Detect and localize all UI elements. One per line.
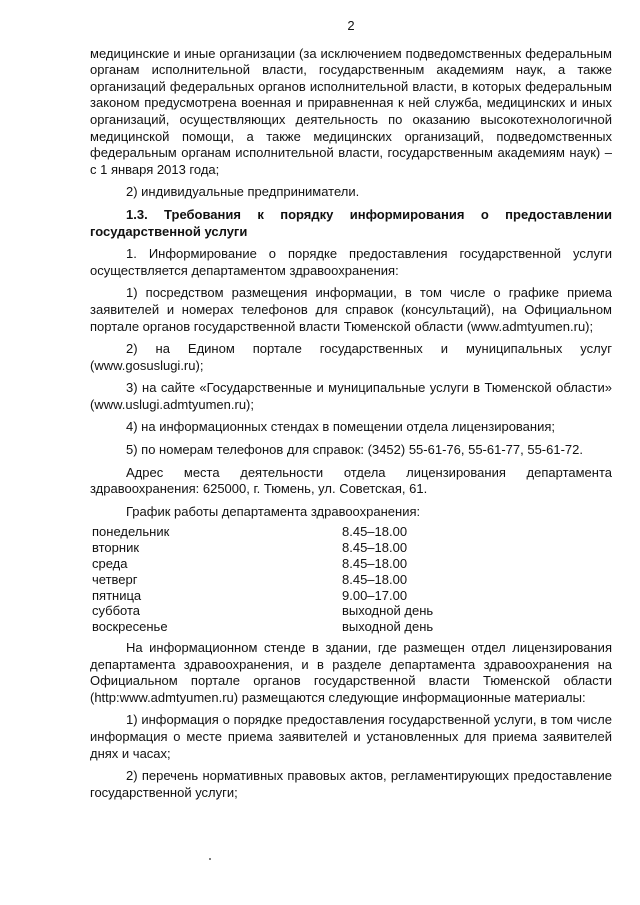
schedule-day: понедельник: [92, 524, 170, 540]
schedule-hours: 8.45–18.00: [342, 571, 408, 587]
schedule-hours: выходной день: [342, 619, 434, 635]
schedule-hours: выходной день: [342, 603, 434, 619]
paragraph-address: Адрес места деятельности отдела лицензирования департамента здравоохранения: 625000, г. Тюмень, ул. Советская, 61.: [90, 464, 612, 497]
paragraph-item-gosuslugi: 2) на Едином портале государственных и муниципальных услуг (www.gosuslugi.ru);: [90, 341, 612, 373]
paragraph-material-2: 2) перечень нормативных правовых актов, регламентирующих предоставление государственной услуги;: [90, 768, 612, 800]
schedule-row: [90, 540, 612, 556]
schedule-hours: 8.45–18.00: [342, 540, 408, 556]
schedule-day: среда: [92, 556, 128, 572]
schedule-day: вторник: [92, 540, 140, 556]
schedule-row: [90, 603, 612, 619]
schedule-day: суббота: [92, 603, 141, 619]
schedule-day: воскресенье: [92, 619, 168, 635]
document-page: [90, 18, 612, 807]
section-heading: 1.3. Требования к порядку информирования о предоставлении государственной услуги: [90, 206, 612, 239]
schedule-hours: 9.00–17.00: [342, 587, 408, 603]
schedule-row: [90, 556, 612, 572]
schedule-hours: 8.45–18.00: [342, 524, 408, 540]
schedule-row: [90, 588, 612, 604]
work-schedule-table: [90, 524, 612, 635]
paragraph-individual-entrepreneurs: 2) индивидуальные предприниматели.: [126, 184, 360, 200]
paragraph-item-stands: 4) на информационных стендах в помещении отдела лицензирования;: [126, 419, 555, 435]
schedule-day: четверг: [92, 571, 138, 587]
paragraph-schedule-title: График работы департамента здравоохранения:: [126, 503, 421, 519]
paragraph-material-1: 1) информация о порядке предоставления государственной услуги, в том числе информация о месте приема заявителей и установленных для приема заявителей днях и часах;: [90, 712, 612, 761]
paragraph-informing-intro: 1. Информирование о порядке предоставления государственной услуги осуществляется департаментом здравоохранения:: [90, 246, 612, 278]
paragraph-item-phones: 5) по номерам телефонов для справок: (3452) 55-61-76, 55-61-77, 55-61-72.: [126, 442, 583, 458]
scan-speck: [209, 858, 211, 860]
paragraph-continuation: медицинские и иные организации (за исключением подведомственных федеральным органам исполнительной власти, государственным академиям наук, а также организаций федеральных органов исполнительной власти, в которых федеральным законом предусмотрена военная и приравненная к ней служба, медицинских и иных организаций, осуществляющих деятельность по оказанию высокотехнологичной медицинской помощи, а также медицинских организаций, подведомственных федеральным органам исполнительной власти, государственным академиям наук) – с 1 января 2013 года;: [90, 45, 612, 177]
schedule-hours: 8.45–18.00: [342, 556, 408, 572]
schedule-day: пятница: [92, 587, 142, 603]
schedule-row: [90, 572, 612, 588]
paragraph-item-site: 3) на сайте «Государственные и муниципальные услуги в Тюменской области» (www.uslugi.admtyumen.ru);: [90, 380, 612, 412]
schedule-row: [90, 619, 612, 635]
page-number: 2: [347, 18, 355, 33]
paragraph-info-stand: На информационном стенде в здании, где размещен отдел лицензирования департамента здравоохранения, и в разделе департамента здравоохранения на Официальном портале органов государственной власти Тюменской области (http:www.admtyumen.ru) размещаются следующие информационные материалы:: [90, 640, 612, 705]
schedule-row: [90, 524, 612, 540]
paragraph-item-portal: 1) посредством размещения информации, в том числе о графике приема заявителей и номерах телефонов для справок (консультаций), на Официальном портале органов государственной власти Тюменской области (www.admtyumen.ru);: [90, 285, 612, 334]
